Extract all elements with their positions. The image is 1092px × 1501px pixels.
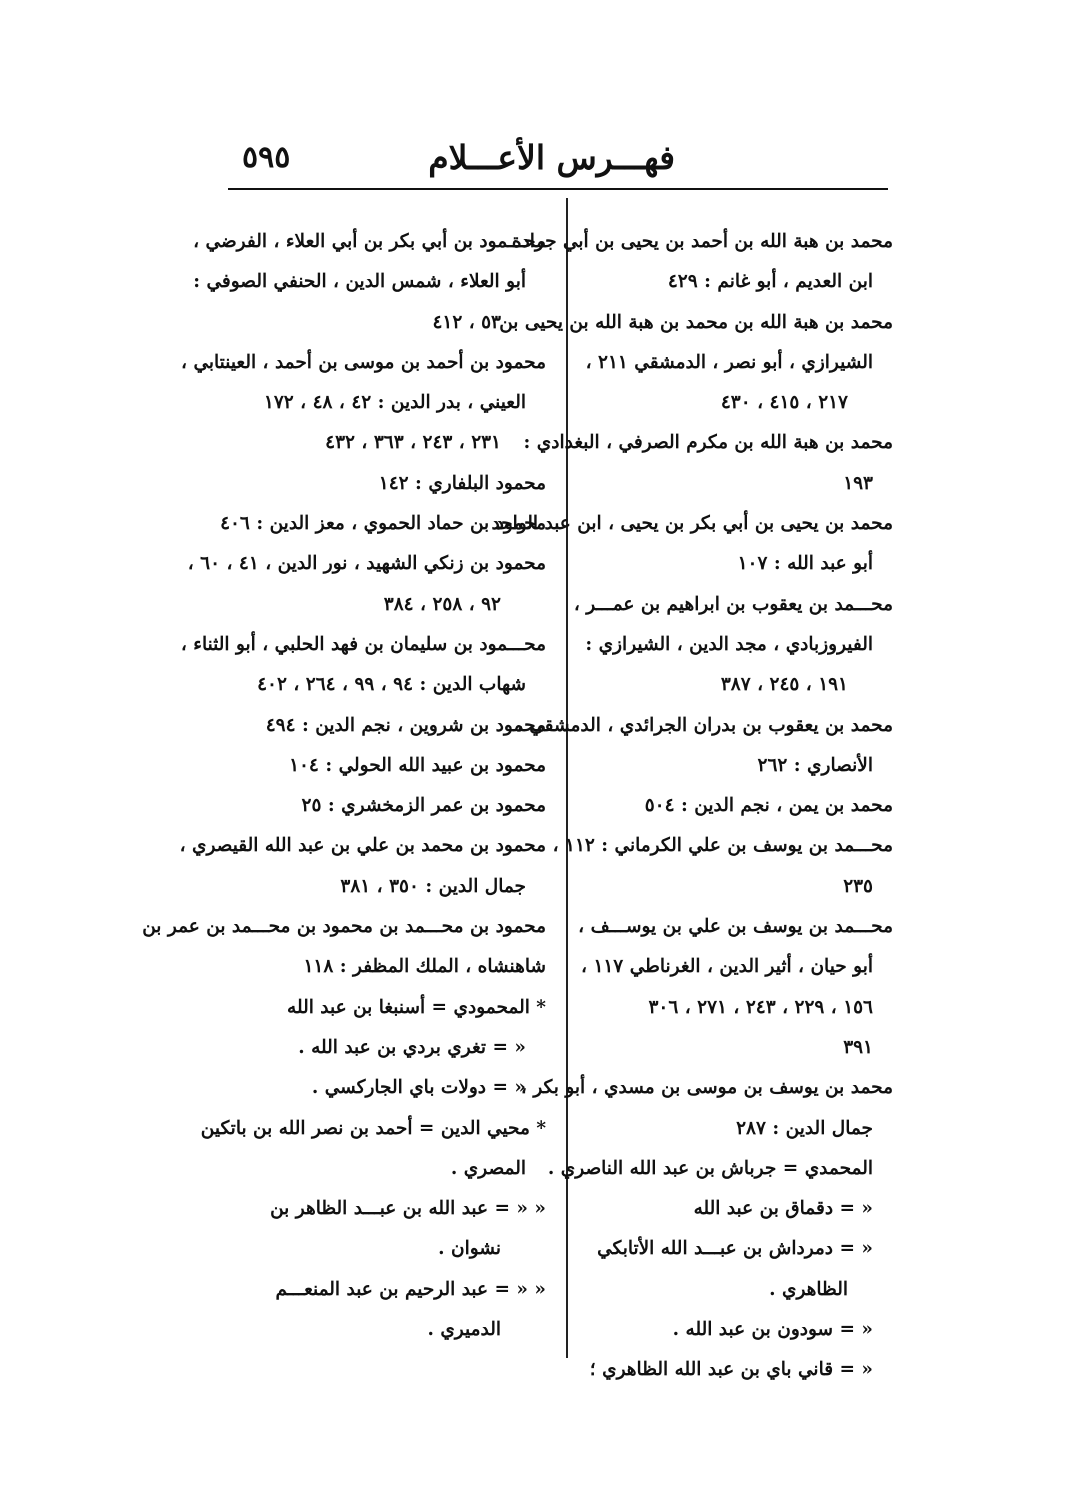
index-column-left xyxy=(142,222,546,1350)
index-line: أبو عبد الله : ١٠٧ xyxy=(737,553,873,575)
index-line: أبو العلاء ، شمس الدين ، الحنفي الصوفي : xyxy=(193,271,526,293)
index-line: محمود بن حماد الحموي ، معز الدين : ٤٠٦ xyxy=(220,513,546,535)
index-line: العيني ، بدر الدين : ٤٢ ، ٤٨ ، ١٧٢ xyxy=(263,392,526,414)
index-line: الأنصاري : ٢٦٢ xyxy=(757,754,873,776)
index-line: ٢١٧ ، ٤١٥ ، ٤٣٠ xyxy=(720,392,848,414)
index-line: محمد بن هبة الله بن أحمد بن يحيى بن أبي جرادة xyxy=(511,231,893,252)
index-line: محمد بن هبة الله بن محمد بن هبة الله بن يحيى بن xyxy=(499,311,893,333)
index-line: محـــمود بن سليمان بن فهد الحلبي ، أبو الثناء ، xyxy=(180,633,546,655)
index-line: الظاهري . xyxy=(769,1278,848,1300)
index-line: محمد بن يوسف بن موسى بن مسدي ، أبو بكر ، xyxy=(520,1077,893,1099)
index-line: محمد بن يمن ، نجم الدين : ٥٠٤ xyxy=(644,795,893,817)
page-header xyxy=(230,138,885,188)
index-line: « « = عبد الله بن عبـــد الظاهر بن xyxy=(270,1198,546,1220)
index-line: « = دمرداش بن عبـــد الله الأتابكي xyxy=(597,1238,873,1260)
index-line: شهاب الدين : ٩٤ ، ٩٩ ، ٢٦٤ ، ٤٠٢ xyxy=(257,674,526,696)
index-line: ٥٣ ، ٤١٢ xyxy=(432,311,501,333)
index-line: « = تغري بردي بن عبد الله . xyxy=(298,1036,526,1058)
index-line: « « = عبد الرحيم بن عبد المنعـــم xyxy=(275,1278,546,1300)
index-line: محمود بن زنكي الشهيد ، نور الدين ، ٤١ ، ٦٠ ، xyxy=(187,553,546,575)
index-line: جمال الدين : ٢٨٧ xyxy=(736,1117,873,1139)
index-line: محمود بن محمد بن علي بن عبد الله القيصري ، xyxy=(179,835,546,857)
index-line: شاهنشاه ، الملك المظفر : ١١٨ xyxy=(303,956,546,978)
index-line: محـــمد بن يوسف بن علي الكرماني : ١١٢ ، xyxy=(552,835,893,857)
index-line: أبو حيان ، أثير الدين ، الغرناطي ١١٧ ، xyxy=(581,956,873,978)
index-line: محمود بن عمر الزمخشري : ٢٥ xyxy=(301,795,546,817)
index-line: الفيروزبادي ، مجد الدين ، الشيرازي : xyxy=(585,633,873,655)
index-line: محـــمد بن يعقوب بن ابراهيم بن عمـــر ، xyxy=(573,593,893,615)
index-line: محمود البلفاري : ١٤٢ xyxy=(378,472,546,494)
index-line: محمد بن هبة الله بن مكرم الصرفي ، البغدادي : xyxy=(523,432,893,454)
index-line: « = دولات باي الجاركسي . xyxy=(311,1077,526,1099)
index-line: محمد بن يحيى بن أبي بكر بن يحيى ، ابن عبد الواحد xyxy=(491,513,893,535)
index-line: محمود بن أحمد بن موسى بن أحمد ، العينتابي ، xyxy=(181,351,546,373)
page-number: ٥٩٥ xyxy=(242,140,291,175)
index-line: ٢٣٥ xyxy=(843,875,873,897)
index-line: محمد بن يعقوب بن بدران الجرائدي ، الدمشقي ، xyxy=(516,714,893,736)
index-line: الشيرازي ، أبو نصر ، الدمشقي ٢١١ ، xyxy=(585,351,873,373)
index-line: ابن العديم ، أبو غانم : ٤٢٩ xyxy=(667,271,873,293)
index-line: محمود بن عبيد الله الحولي : ١٠٤ xyxy=(289,754,546,776)
page-title: فهـــرس الأعـــلام xyxy=(428,138,675,177)
index-line: ٩٢ ، ٢٥٨ ، ٣٨٤ xyxy=(383,593,501,615)
index-line: محـــمود بن أبي بكر بن أبي العلاء ، الفرضي ، xyxy=(193,231,546,252)
header-rule xyxy=(228,188,888,190)
index-line: نشوان . xyxy=(438,1238,501,1260)
index-line: الدميري . xyxy=(427,1319,501,1341)
index-line: « = سودون بن عبد الله . xyxy=(672,1319,873,1341)
index-line: محمود بن محـــمد بن محمود بن محـــمد بن عمر بن xyxy=(142,916,546,938)
index-line: جمال الدين : ٣٥٠ ، ٣٨١ xyxy=(340,875,526,897)
index-line: « = قاني باي بن عبد الله الظاهري ؛ xyxy=(589,1359,873,1381)
index-line: المصري . xyxy=(450,1157,526,1179)
index-line: « = دقماق بن عبد الله xyxy=(693,1198,873,1220)
index-line: محـــمد بن يوسف بن علي بن يوســـف ، xyxy=(578,916,893,938)
index-column-right xyxy=(491,222,893,1391)
index-line: ١٩٣ xyxy=(843,472,873,494)
index-line: ٣٩١ xyxy=(843,1036,873,1058)
index-line: * محيي الدين = أحمد بن نصر الله بن باتكين xyxy=(200,1117,546,1139)
index-line: * المحمودي = أسنبغا بن عبد الله xyxy=(287,996,546,1018)
index-line: ١٥٦ ، ٢٢٩ ، ٢٤٣ ، ٢٧١ ، ٣٠٦ xyxy=(648,996,873,1018)
index-line: المحمدي = جرباش بن عبد الله الناصري . xyxy=(547,1157,873,1179)
index-line: محمود بن شروين ، نجم الدين : ٤٩٤ xyxy=(265,714,546,736)
index-line: ١٩١ ، ٢٤٥ ، ٣٨٧ xyxy=(720,674,848,696)
index-line: ٢٣١ ، ٢٤٣ ، ٣٦٣ ، ٤٣٢ xyxy=(325,432,501,454)
